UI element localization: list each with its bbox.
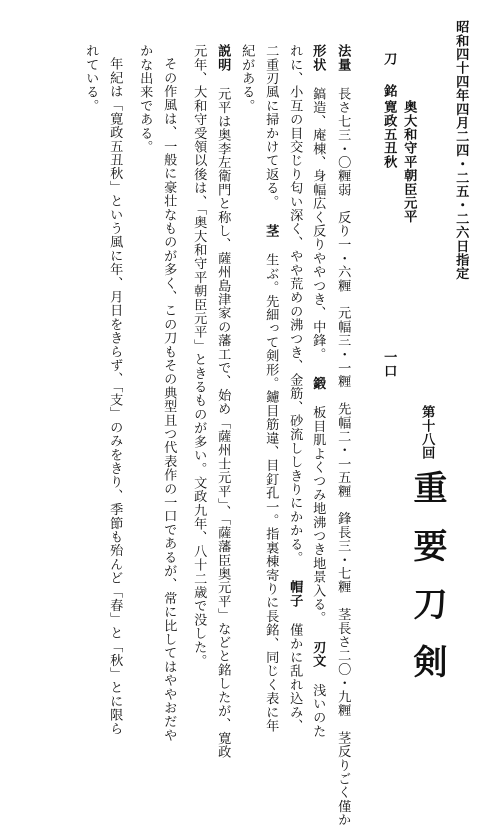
inscription-line-2 xyxy=(382,100,395,169)
boshi-text-cont: 二重刃風に掃かけて返る。 xyxy=(263,44,279,209)
item-type-label xyxy=(382,52,395,66)
session-number xyxy=(420,405,433,460)
designation-date-text: 昭和四十四年四月二四・二五・二六日指定 xyxy=(453,20,469,281)
body-line-9 xyxy=(138,44,151,154)
body-line-4 xyxy=(264,44,277,733)
session-number-text: 第十八回 xyxy=(419,405,435,460)
body-line-10 xyxy=(108,57,121,735)
nakago-label: 茎 xyxy=(263,223,279,238)
inscription-line-1-text: 奥大和守平朝臣元平 xyxy=(401,100,417,224)
measurements-label: 法量 xyxy=(335,44,351,72)
item-count xyxy=(382,350,395,377)
shape-text: 鎬造、庵棟、身幅広く反りややつき、中鋒。 xyxy=(310,86,326,361)
hamon-text-cont: れに、小互の目交じり匂い深く、やや荒めの沸つき、金筋、砂流ししきりにかかる。 xyxy=(287,44,303,565)
hamon-label: 刃文 xyxy=(310,640,326,668)
explanation-text: 元平は奥李左衛門と称し、薩州島津家の藩工で、始め「薩州士元平」、「薩藩臣奥元平」などと銘したが、寛政 xyxy=(215,86,231,759)
body-line-8 xyxy=(162,57,175,742)
body-line-2 xyxy=(311,44,324,738)
boshi-label: 帽子 xyxy=(287,580,303,608)
item-type-text: 刀 xyxy=(381,52,397,66)
forging-label: 鍛 xyxy=(310,376,326,391)
item-count-text: 一口 xyxy=(381,350,397,378)
date-text-cont: れている。 xyxy=(83,44,99,113)
body-line-1 xyxy=(336,44,349,827)
style-text-cont: かな出来である。 xyxy=(137,44,153,154)
style-text: その作風は、一般に豪壮なものが多く、この刀もその典型且つ代表作の一口であるが、常に比してはややおだや xyxy=(161,57,177,742)
boshi-text: 僅かに乱れ込み、 xyxy=(287,623,303,733)
designation-date xyxy=(454,20,467,280)
body-line-5 xyxy=(240,44,253,113)
nakago-text-cont: 紀がある。 xyxy=(239,44,255,113)
page-title-text: 重要刀剣 xyxy=(407,470,447,702)
page-title xyxy=(407,470,447,702)
forging-text: 板目肌よくつみ地沸つき地景入る。 xyxy=(310,405,326,625)
hamon-text: 浅いのた xyxy=(310,683,326,739)
inscription-label-text: 銘 xyxy=(381,84,397,98)
inscription-line-1 xyxy=(402,100,415,223)
nakago-text: 生ぶ。先細って剣形。鑢目筋違、目釘孔一。指裏棟寄りに長銘、同じく表に年 xyxy=(263,253,279,733)
date-text: 年紀は「寛政五丑秋」という風に年、月日をきらず、「支」のみをきり、季節も殆んど「春」と「秋」とに限ら xyxy=(107,57,123,736)
inscription-label xyxy=(382,84,395,98)
explanation-label: 説明 xyxy=(215,44,231,72)
body-line-11 xyxy=(84,44,97,113)
body-line-6 xyxy=(216,44,229,759)
inscription-line-2-text: 寛政五丑秋 xyxy=(381,100,397,169)
measurements-text: 長さ七三・〇糎弱 反り一・六糎 元幅三・一糎 先幅二・一五糎 鋒長三・七糎 茎長さ二〇・九糎 茎反りごく僅か xyxy=(335,86,351,827)
explanation-text-2: 元年、大和守受領以後は、「奥大和守平朝臣元平」ときるものが多い。文政九年、八十二歳で没した。 xyxy=(191,44,207,668)
body-line-7 xyxy=(192,44,205,668)
body-line-3 xyxy=(288,44,301,733)
shape-label: 形状 xyxy=(310,44,326,72)
